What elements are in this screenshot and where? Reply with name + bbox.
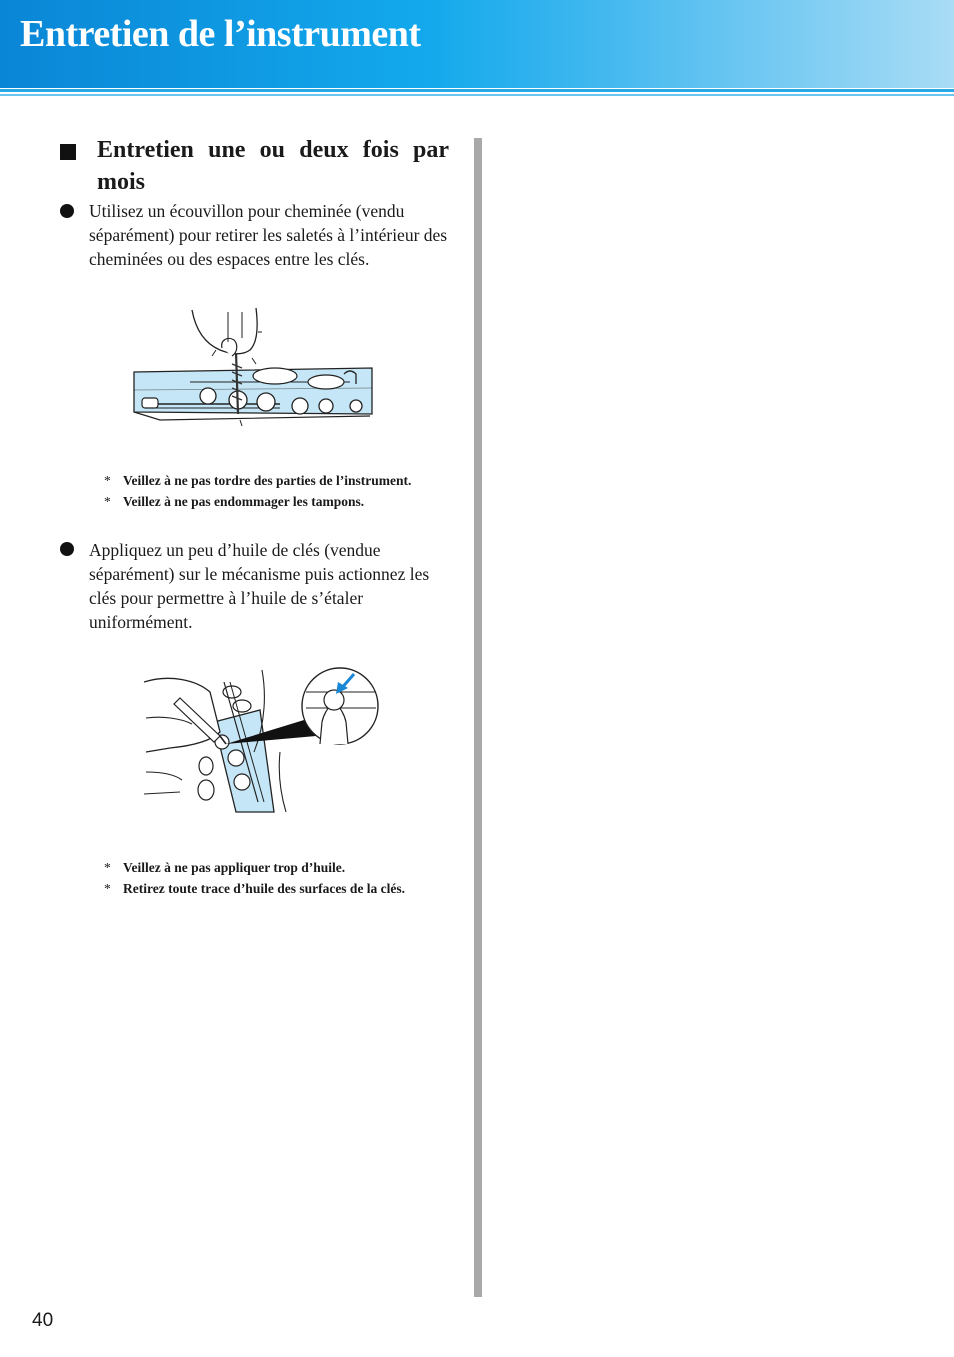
swab-cleaning-illustration xyxy=(130,302,376,434)
bullet-dot xyxy=(60,204,74,218)
header-rule xyxy=(0,89,954,92)
page-header xyxy=(0,0,954,88)
bullet-dot xyxy=(60,542,74,556)
step-1-text: Utilisez un écouvillon pour cheminée (vendu séparément) pour retirer les saletés à l’intérieur des cheminées ou des espaces entre les clés. xyxy=(89,201,448,269)
section-title: Entretien une ou deux fois par mois xyxy=(97,137,449,195)
caution-note: * Veillez à ne pas endommager les tampons. xyxy=(104,494,365,509)
section-square-bullet xyxy=(60,144,76,160)
column-divider xyxy=(474,138,482,1297)
caution-note: * Retirez toute trace d’huile des surfaces de la clés. xyxy=(104,881,406,896)
page-number: 40 xyxy=(32,1310,54,1331)
step-2-text: Appliquez un peu d’huile de clés (vendue séparément) sur le mécanisme puis actionnez les clés pour permettre à l’huile de s’étaler uniformément. xyxy=(89,540,430,632)
key-oil-illustration xyxy=(140,662,384,814)
caution-note: * Veillez à ne pas appliquer trop d’huile. xyxy=(104,860,346,875)
caution-note: * Veillez à ne pas tordre des parties de l’instrument. xyxy=(104,473,412,488)
header-rule-thin xyxy=(0,94,954,96)
page-title: Entretien de l’instrument xyxy=(20,13,421,55)
